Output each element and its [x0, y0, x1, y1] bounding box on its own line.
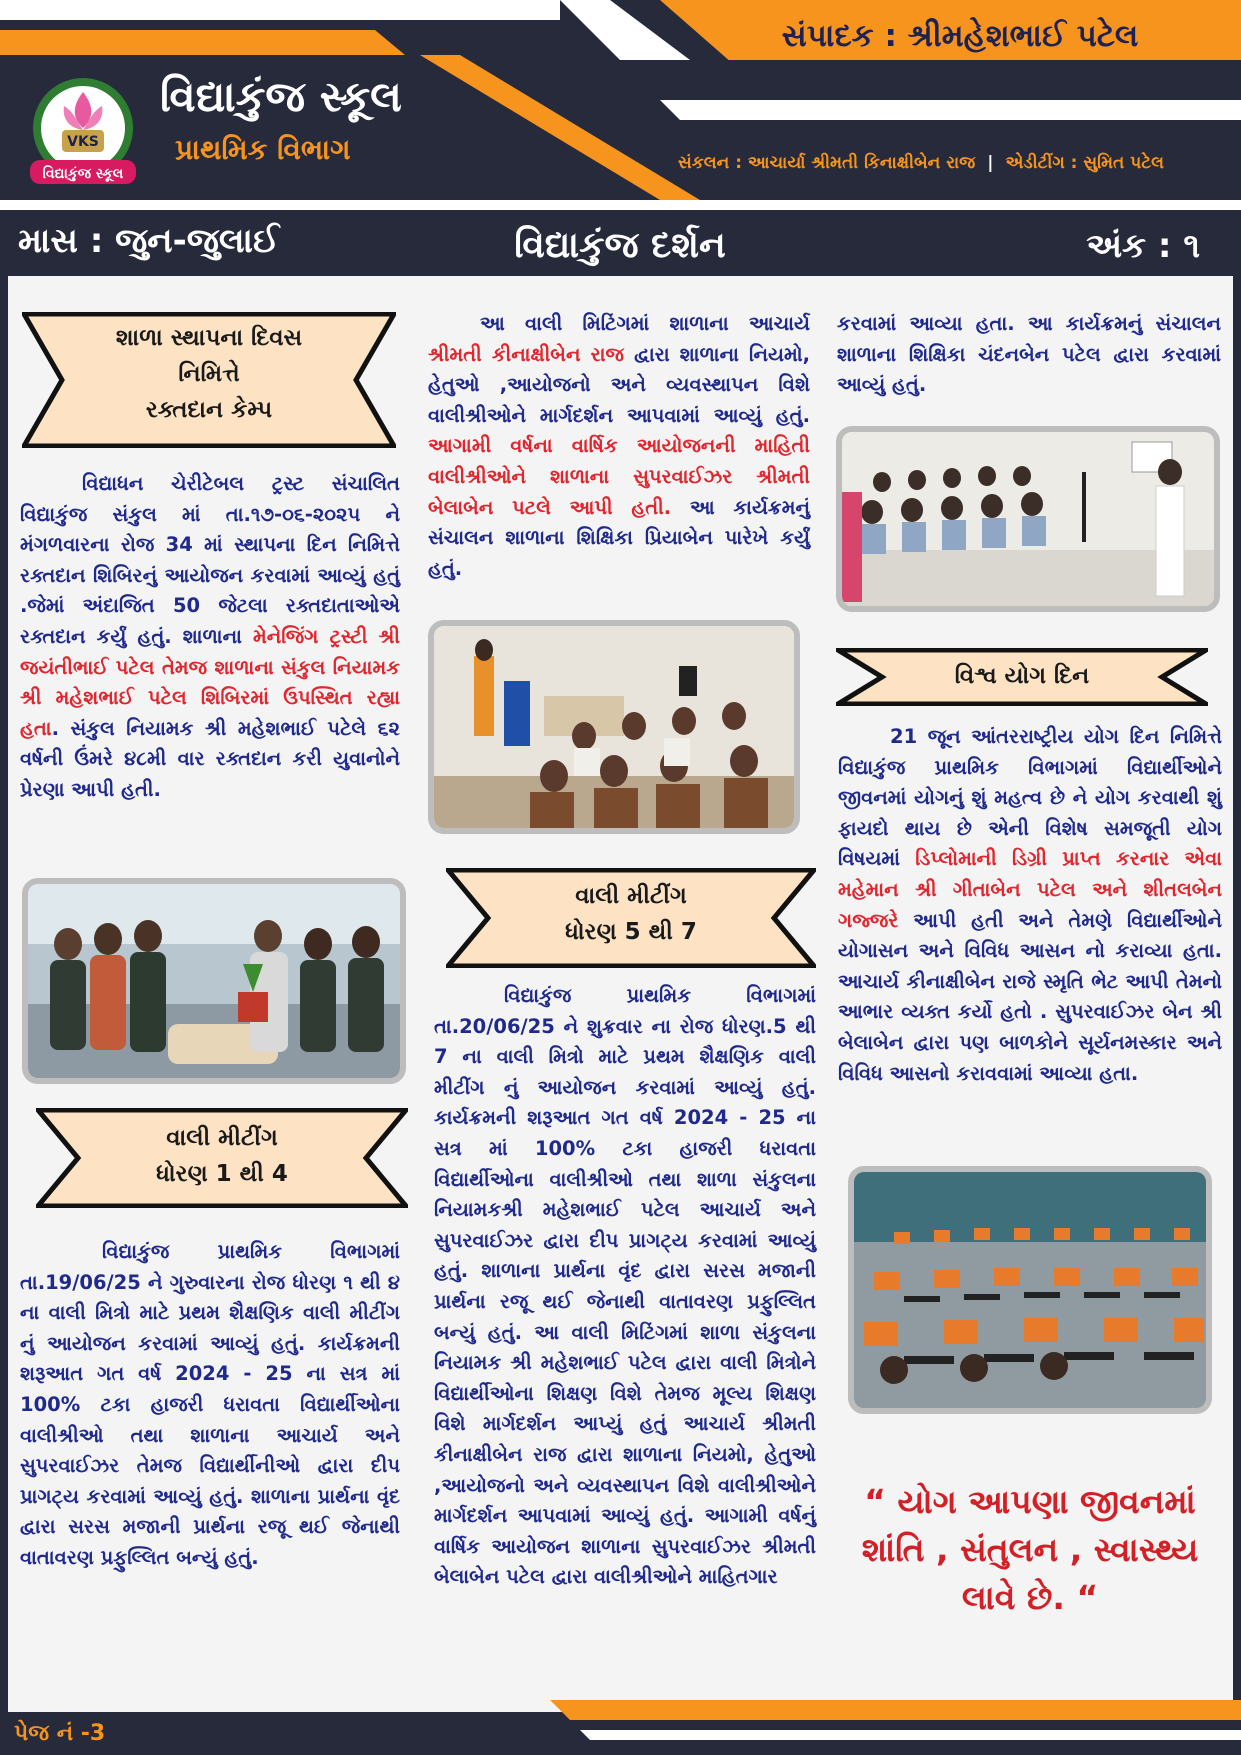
meeting-5-7-conclusion: કરવામાં આવ્યા હતા. આ કાર્યક્રમનું સંચાલન શાળાના શિક્ષિકા ચંદનબેન પટેલ દ્વારા કરવામાં આવ્યું હતું. [837, 312, 1221, 397]
blood-camp-text: વિદ્યાધન ચેરીટેબલ ટ્રસ્ટ સંચાલિત વિદ્યાકુંજ સંકુલ માં તા.૧૭-૦૬-૨૦૨૫ ને મંગળવારના રોજ 34 માં સ્થાપના દિન નિમિત્તે રક્તદાન શિબિરનું આયોજન કરવામાં આવ્યું હતું .જેમાં અંદાજિત 50 જેટલા રક્તદાતાઓએ રક્તદાન કર્યું હતું. શાળાના [20, 472, 400, 648]
page-number: પેજ નં -3 [14, 1721, 106, 1746]
meeting-cont-text: આ વાલી મિટિંગમાં શાળાના આચાર્ય [480, 312, 810, 335]
principal-name: શ્રીમતી કીનાક્ષીબેન રાજ [428, 342, 624, 366]
credits-line [678, 150, 1164, 176]
school-name: વિદ્યાકુંજ સ્કૂલ [160, 72, 402, 121]
yoga-text: 21 જૂન આંતરરાષ્ટ્રીય યોગ દિન નિમિત્તે વિદ્યાકુંજ પ્રાથમિક વિભાગમાં વિદ્યાર્થીઓને જીવનમાં યોગનું શું મહત્વ છે ને યોગ કરવાથી શું ફાયદો થાય છે એની વિશેષ સમજૂતી યોગ વિષયમાં [838, 725, 1222, 871]
banner-line: વાલી મીટીંગ [166, 1125, 278, 1151]
banner-meeting-1-4-title [86, 1120, 358, 1192]
meeting-1-4-paragraph: વિદ્યાકુંજ પ્રાથમિક વિભાગમાં તા.19/06/25 ને ગુરુવારના રોજ ધોરણ ૧ થી ૪ ના વાલી મિત્રો માટે પ્રથમ શૈક્ષણિક વાલી મીટીંગ નું આયોજન કરવામાં આવ્યું હતું. કાર્યક્રમની શરૂઆત ગત વર્ષ 2024 - 25 ના સત્ર માં 100% ટકા હાજરી ધરાવતા વિદ્યાર્થીઓના વાલીશ્રીઓ તથા શાળાના આચાર્ય અને સુપરવાઈઝર તેમજ વિદ્યાર્થીનીઓ દ્વારા દીપ પ્રાગટ્ય કરવામાં આવ્યું હતું. શાળાના પ્રાર્થના વૃંદ દ્વારા સરસ મજાની પ્રાર્થના રજૂ થઈ જેનાથી વાતાવરણ પ્રફુલ્લિત બન્યું હતું. [20, 1240, 400, 1569]
banner-line: ધોરણ 5 થી 7 [565, 919, 697, 945]
blood-camp-highlight: મેનેજિંગ ટ્રસ્ટી શ્રી જયંતીભાઈ પટેલ તેમજ શાળાના સંકુલ નિયામક શ્રી મહેશભાઈ પટેલ શિબિરમાં ઉપસ્થિત રહ્યા હતા [20, 624, 401, 740]
photo-blood-camp [22, 878, 406, 1084]
school-subtitle: પ્રાથમિક વિભાગ [175, 133, 351, 166]
credit-separator: | [987, 153, 994, 173]
meeting-cont-paragraph [428, 309, 810, 584]
banner-line: ધોરણ 1 થી 4 [156, 1161, 288, 1187]
school-logo [24, 72, 142, 190]
blood-camp-text-end: . સંકુલ નિયામક શ્રી મહેશભાઈ પટેલે ૬૨ વર્ષની ઉંમરે ૪૮મી વાર રક્તદાન કરી યુવાનોને પ્રેરણા આપી હતી. [20, 716, 400, 801]
banner-line: નિમિત્તે [178, 361, 240, 387]
meeting-cont-text-2: દ્વારા શાળાના નિયમો, હેતુઓ ,આયોજનો અને વ્યવસ્થાપન વિશે વાલીશ્રીઓને માર્ગદર્શન આપવામાં આવ્યું હતું. [428, 342, 810, 427]
month-label: માસ : જુન-જુલાઈ [18, 221, 280, 261]
yoga-paragraph [838, 722, 1222, 1089]
banner-line: વાલી મીટીંગ [575, 883, 687, 909]
photo-yoga [848, 1166, 1212, 1414]
editing-credit: એડીટીંગ : સુમિત પટેલ [1005, 153, 1164, 173]
meeting-cont-highlight: આગામી વર્ષના વાર્ષિક આયોજનની માહિતી વાલીશ્રીઓને શાળાના સુપરવાઈઝર શ્રીમતી બેલાબેન પટલે આપી હતી. [428, 434, 810, 519]
newsletter-title: વિદ્યાકુંજ દર્શન [514, 225, 726, 266]
yoga-quote: “ યોગ આપણા જીવનમાં શાંતિ , સંતુલન , સ્વાસ્થ્ય લાવે છે. “ [861, 1482, 1199, 1617]
meeting-5-7-paragraph: વિદ્યાકુંજ પ્રાથમિક વિભાગમાં તા.20/06/25 ને શુક્રવાર ના રોજ ધોરણ.5 થી 7 ના વાલી મિત્રો માટે પ્રથમ શૈક્ષણિક વાલી મીટીંગ નું આયોજન કરવામાં આવ્યું હતું. કાર્યક્રમની શરૂઆત ગત વર્ષ 2024 - 25 ના સત્ર માં 100% ટકા હાજરી ધરાવતા વિદ્યાર્થીઓના વાલીશ્રીઓ તથા શાળા સંકુલના નિયામકશ્રી મહેશભાઈ પટેલ આચાર્ય અને સુપરવાઈઝર દ્વારા દીપ પ્રાગટ્ય કરવામાં આવ્યું હતું. શાળાના પ્રાર્થના વૃંદ દ્વારા સરસ મજાની પ્રાર્થના રજૂ થઈ જેનાથી વાતાવરણ પ્રફુલ્લિત બન્યું હતું. આ વાલી મિટિંગમાં શાળા સંકુલના નિયામક શ્રી મહેશભાઈ પટેલ દ્વારા વાલી મિત્રોને વિદ્યાર્થીઓના શિક્ષણ વિશે તેમજ મૂલ્ય શિક્ષણ વિશે માર્ગદર્શન આપ્યું હતું આચાર્ય શ્રીમતી કીનાક્ષીબેન રાજ દ્વારા શાળાના નિયમો, હેતુઓ ,આયોજનો અને વ્યવસ્થાપન વિશે વાલીશ્રીઓને માર્ગદર્શન આપવામાં આવ્યું હતું. આગામી વર્ષનું વાર્ષિક આયોજન શાળાના સુપરવાઈઝર શ્રીમતી બેલાબેન પટેલ દ્વારા વાલીશ્રીઓને માહિતગાર [434, 984, 816, 1589]
banner-blood-camp-title [70, 320, 348, 428]
banner-line: શાળા સ્થાપના દિવસ [115, 325, 303, 351]
compiler-credit: સંકલન : આચાર્યા શ્રીમતી કિનાક્ષીબેન રાજ [678, 153, 976, 173]
banner-line: રક્તદાન કેમ્પ [145, 397, 273, 423]
logo-caption: વિદ્યાકુંજ સ્કૂલ [42, 166, 124, 182]
blood-camp-paragraph [20, 469, 400, 806]
photo-parents-audience [836, 426, 1220, 612]
issue-number: અંક : ૧ [1086, 226, 1200, 266]
logo-badge: VKS [67, 134, 99, 150]
yoga-text-end: આપી હતી અને તેમણે વિદ્યાર્થીઓને યોગાસન અને વિવિધ આસન નો કરાવ્યા હતા. આચાર્ય કીનાક્ષીબેન રાજે સ્મૃતિ ભેટ આપી તેમનો આભાર વ્યક્ત કર્યો હતો . સુપરવાઈઝર બેન શ્રી બેલાબેન દ્વારા પણ બાળકોને સૂર્યનમસ્કાર અને વિવિધ આસનો કરાવવામાં આવ્યા હતા. [838, 908, 1222, 1085]
banner-yoga-day-title: વિશ્વ યોગ દિન [954, 663, 1090, 689]
banner-meeting-5-7-title [496, 878, 766, 950]
photo-parent-meeting [428, 620, 800, 834]
editor-label: સંપાદક : શ્રીમહેશભાઈ પટેલ [781, 18, 1139, 54]
yoga-guests: ડિપ્લોમાની ડિગ્રી પ્રાપ્ત કરનાર એવા મહેમાન શ્રી ગીતાબેન પટેલ અને શીતલબેન ગજ્જરે [838, 847, 1222, 932]
meeting-cont-text-3: આ કાર્યક્રમનું સંચાલન શાળાના શિક્ષિકા પ્રિયાબેન પારેખે કર્યું હતું. [428, 495, 810, 580]
